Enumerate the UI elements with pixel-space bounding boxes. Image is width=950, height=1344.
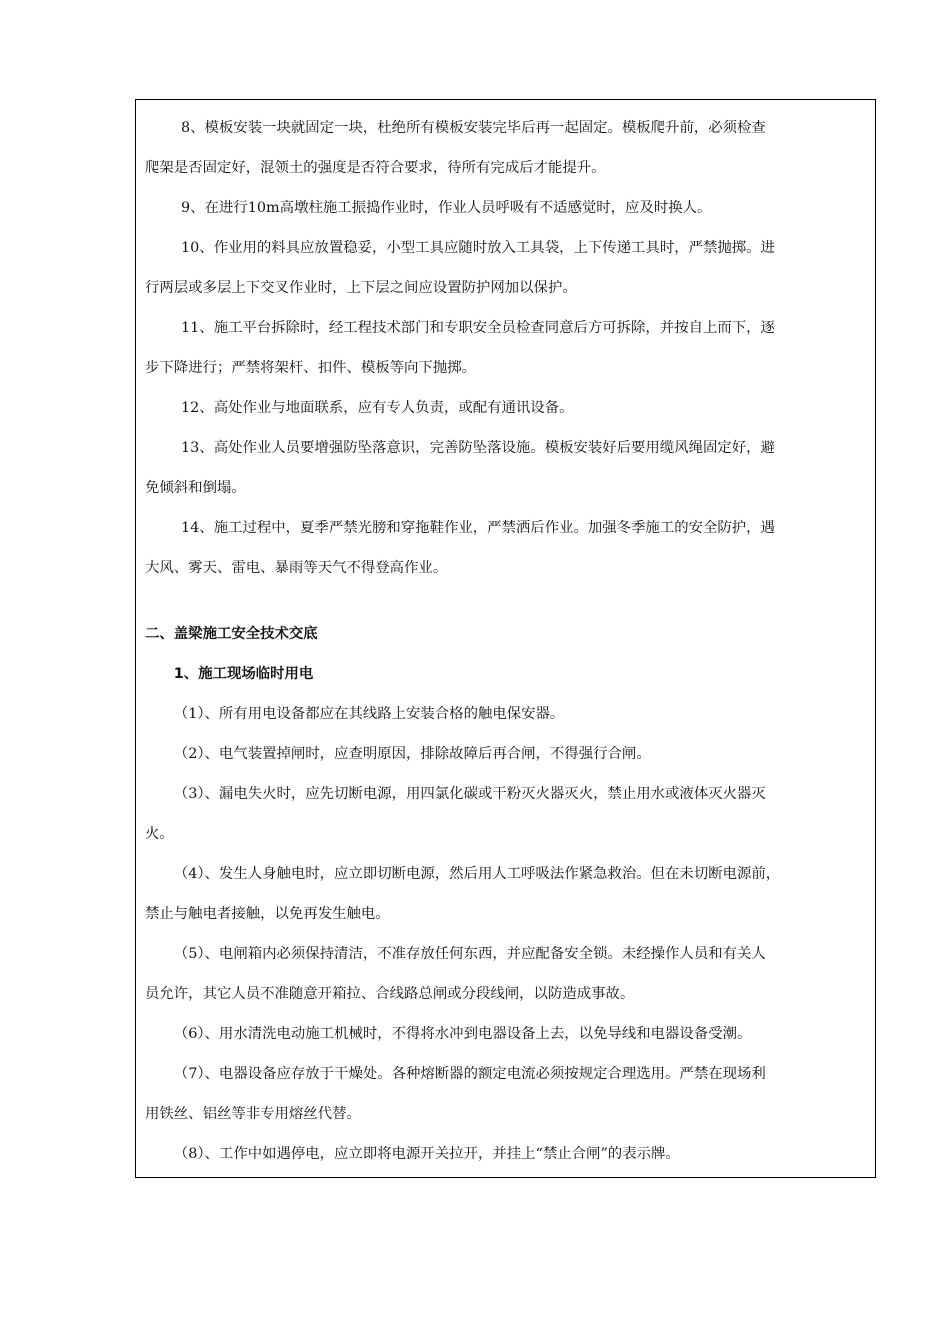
paragraph-line: （3）、漏电失火时，应先切断电源，用四氯化碳或干粉灭火器灭火，禁止用水或液体灭火器灭 <box>173 786 766 802</box>
paragraph-line: 禁止与触电者接触，以免再发生触电。 <box>145 906 390 922</box>
paragraph-line: 免倾斜和倒塌。 <box>145 480 246 496</box>
paragraph-line: 步下降进行；严禁将架杆、扣件、模板等向下抛掷。 <box>145 360 476 376</box>
subsection-title: 1、施工现场临时用电 <box>173 666 314 682</box>
paragraph-line: （2）、电气装置掉闸时，应查明原因，排除故障后再合闸，不得强行合闸。 <box>173 746 651 762</box>
paragraph-line: （5）、电闸箱内必须保持清洁，不准存放任何东西，并应配备安全锁。未经操作人员和有关人 <box>173 946 766 962</box>
paragraph-line: 火。 <box>145 826 174 842</box>
section-title: 二、盖梁施工安全技术交底 <box>145 626 318 642</box>
paragraph-line: 员允许，其它人员不准随意开箱拉、合线路总闸或分段线闸，以防造成事故。 <box>145 986 635 1002</box>
paragraph-line: 用铁丝、铝丝等非专用熔丝代替。 <box>145 1106 361 1122</box>
paragraph-line: 10、作业用的料具应放置稳妥，小型工具应随时放入工具袋，上下传递工具时，严禁抛掷。进 <box>181 240 775 256</box>
paragraph-line: （1）、所有用电设备都应在其线路上安装合格的触电保安器。 <box>173 706 565 722</box>
spacer <box>145 588 877 614</box>
paragraph-line: 9、在进行10m高墩柱施工振捣作业时，作业人员呼吸有不适感觉时，应及时换人。 <box>181 200 712 216</box>
paragraph-line: 爬架是否固定好，混领土的强度是否符合要求，待所有完成后才能提升。 <box>145 160 606 176</box>
paragraph-line: 13、高处作业人员要增强防坠落意识，完善防坠落设施。模板安装好后要用缆风绳固定好，避 <box>181 440 775 456</box>
paragraph-line: 14、施工过程中，夏季严禁光膀和穿拖鞋作业，严禁洒后作业。加强冬季施工的安全防护，遇 <box>181 520 775 536</box>
paragraph-line: 行两层或多层上下交叉作业时，上下层之间应设置防护网加以保护。 <box>145 280 577 296</box>
document-body <box>145 108 877 1174</box>
paragraph-line: （7）、电器设备应存放于干燥处。各种熔断器的额定电流必须按规定合理选用。严禁在现场利 <box>173 1066 766 1082</box>
paragraph-line: 12、高处作业与地面联系，应有专人负责，或配有通讯设备。 <box>181 400 574 416</box>
paragraph-line: 11、施工平台拆除时，经工程技术部门和专职安全员检查同意后方可拆除，并按自上而下，逐 <box>181 320 775 336</box>
paragraph-line: 8、模板安装一块就固定一块，杜绝所有模板安装完毕后再一起固定。模板爬升前，必须检查 <box>181 120 766 136</box>
item-list-top <box>145 108 877 588</box>
item-list-bottom <box>145 694 877 1174</box>
paragraph-line: （8）、工作中如遇停电，应立即将电源开关拉开，并挂上“禁止合闸”的表示牌。 <box>173 1146 680 1162</box>
paragraph-line: （4）、发生人身触电时，应立即切断电源，然后用人工呼吸法作紧急救治。但在未切断电源前， <box>173 866 781 882</box>
paragraph-line: （6）、用水清洗电动施工机械时，不得将水冲到电器设备上去，以免导线和电器设备受潮。 <box>173 1026 752 1042</box>
paragraph-line: 大风、雾天、雷电、暴雨等天气不得登高作业。 <box>145 560 448 576</box>
